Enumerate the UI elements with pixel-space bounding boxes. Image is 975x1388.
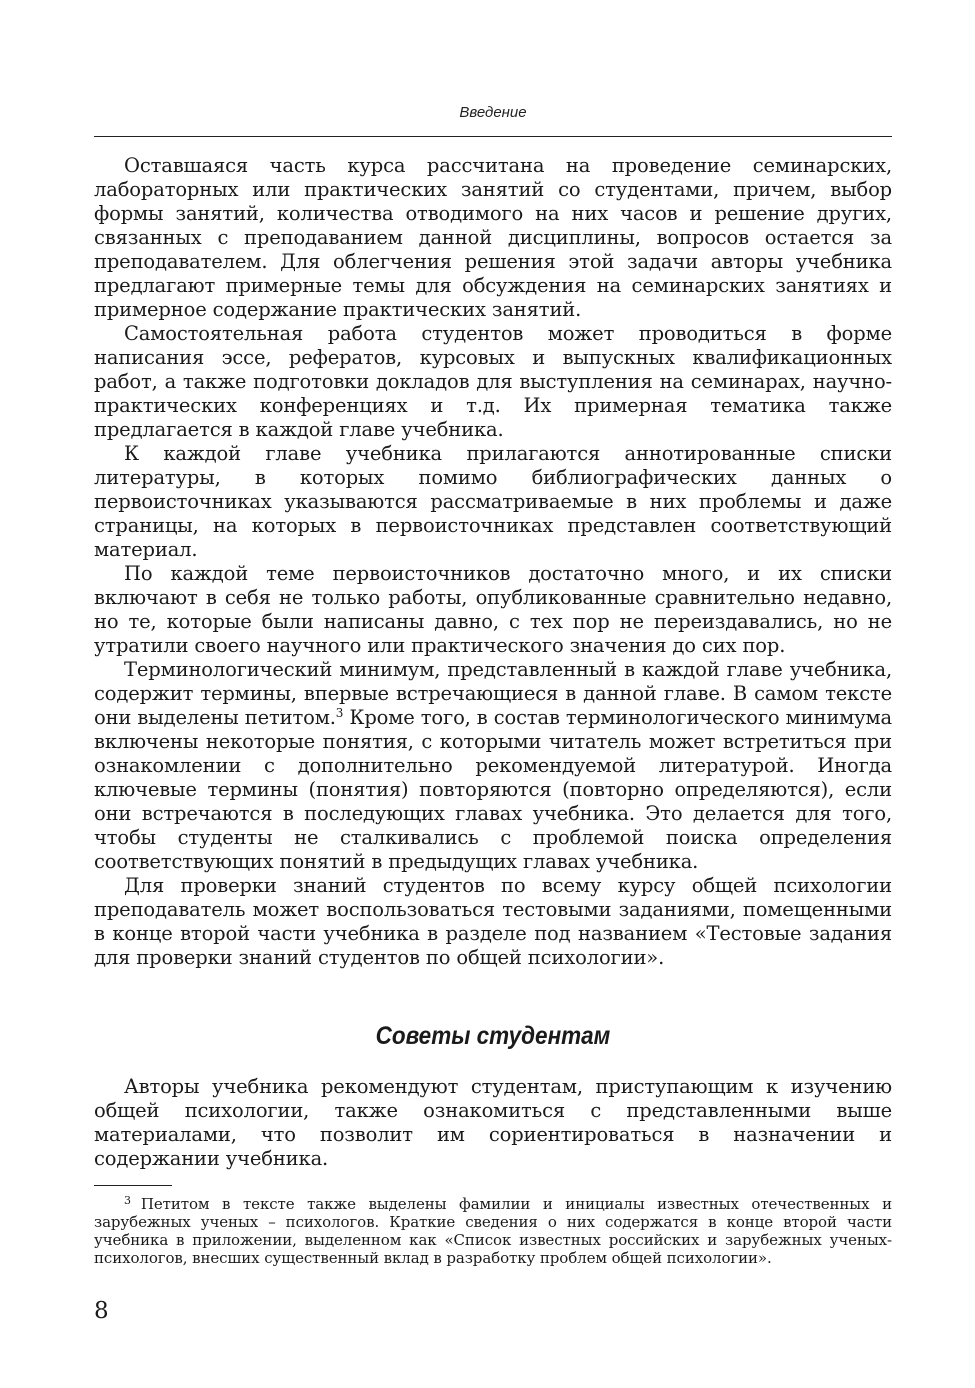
terminology-text-end: Кроме того, в состав терминологического минимума включены некоторые понятия, с которыми читатель может встретиться при ознакомлении с дополнительно рекомендуемой литературой. Иногда ключевые термины (понятия) повторяются (повторно определяются), если они встречаются в последующих главах учебника. Это делается для того, чтобы студенты не сталкивались с проблемой поиска определения соответствующих понятий в предыдущих главах учебника. bbox=[94, 706, 892, 873]
terminology-text-start: Терминологический минимум, представленный в каждой главе учебника, содержит термины, впервые встречающиеся в данной главе. В самом тексте они выделены петитом. bbox=[94, 658, 892, 729]
paragraph-primary-sources: По каждой теме первоисточников достаточно много, и их списки включают в себя не только работы, опубликованные сравнительно недавно, но те, которые были написаны давно, с тех пор не переиздавались, но не утратили своего научного или практического значения до сих пор. bbox=[94, 562, 892, 657]
section-heading: Советы студентам bbox=[375, 1022, 611, 1050]
section-text bbox=[94, 1075, 892, 1171]
paragraph-literature-lists: К каждой главе учебника прилагаются аннотированные списки литературы, в которых помимо библиографических данных о первоисточниках указываются рассматриваемые в них проблемы и даже страницы, на которых в первоисточниках представлен соответствующий материал. bbox=[94, 442, 892, 561]
footnote-rule bbox=[94, 1185, 172, 1186]
footnote-text: Петитом в тексте также выделены фамилии и инициалы известных отечественных и зарубежных ученых – психологов. Краткие сведения о них содержатся в конце второй части учебника в приложении, выделенном как «Список известных российских и зарубежных ученых-психологов, внесших существенный вклад в разработку проблем общей психологии». bbox=[94, 1195, 892, 1267]
footnote-paragraph bbox=[94, 1195, 892, 1267]
page-number: 8 bbox=[94, 1298, 109, 1324]
running-header: Введение bbox=[459, 104, 527, 121]
paragraph-seminars: Оставшаяся часть курса рассчитана на проведение семинарских, лабораторных или практических занятий со студентами, причем, выбор формы занятий, количества отводимого на них часов и решение других, связанных с преподаванием данной дисциплины, вопросов остается за преподавателем. Для облегчения решения этой задачи авторы учебника предлагают примерные темы для обсуждения на семинарских занятиях и примерное содержание практических занятий. bbox=[94, 154, 892, 321]
paragraph-terminology bbox=[94, 658, 892, 874]
footnote-mark: 3 bbox=[124, 1194, 131, 1207]
paragraph-independent-work: Самостоятельная работа студентов может проводиться в форме написания эссе, рефератов, курсовых и выпускных квалификационных работ, а также подготовки докладов для выступления на семинарах, научно-практических конференциях и т.д. Их примерная тематика также предлагается в каждой главе учебника. bbox=[94, 322, 892, 441]
footnote bbox=[94, 1195, 892, 1267]
header-rule bbox=[94, 136, 892, 137]
main-text bbox=[94, 154, 892, 970]
paragraph-advice: Авторы учебника рекомендуют студентам, приступающим к изучению общей психологии, также ознакомиться с представленными выше материалами, что позволит им сориентироваться в назначении и содержании учебника. bbox=[94, 1075, 892, 1170]
paragraph-tests: Для проверки знаний студентов по всему курсу общей психологии преподаватель может воспользоваться тестовыми заданиями, помещенными в конце второй части учебника в разделе под названием «Тестовые задания для проверки знаний студентов по общей психологии». bbox=[94, 874, 892, 969]
footnote-reference: 3 bbox=[335, 706, 344, 720]
